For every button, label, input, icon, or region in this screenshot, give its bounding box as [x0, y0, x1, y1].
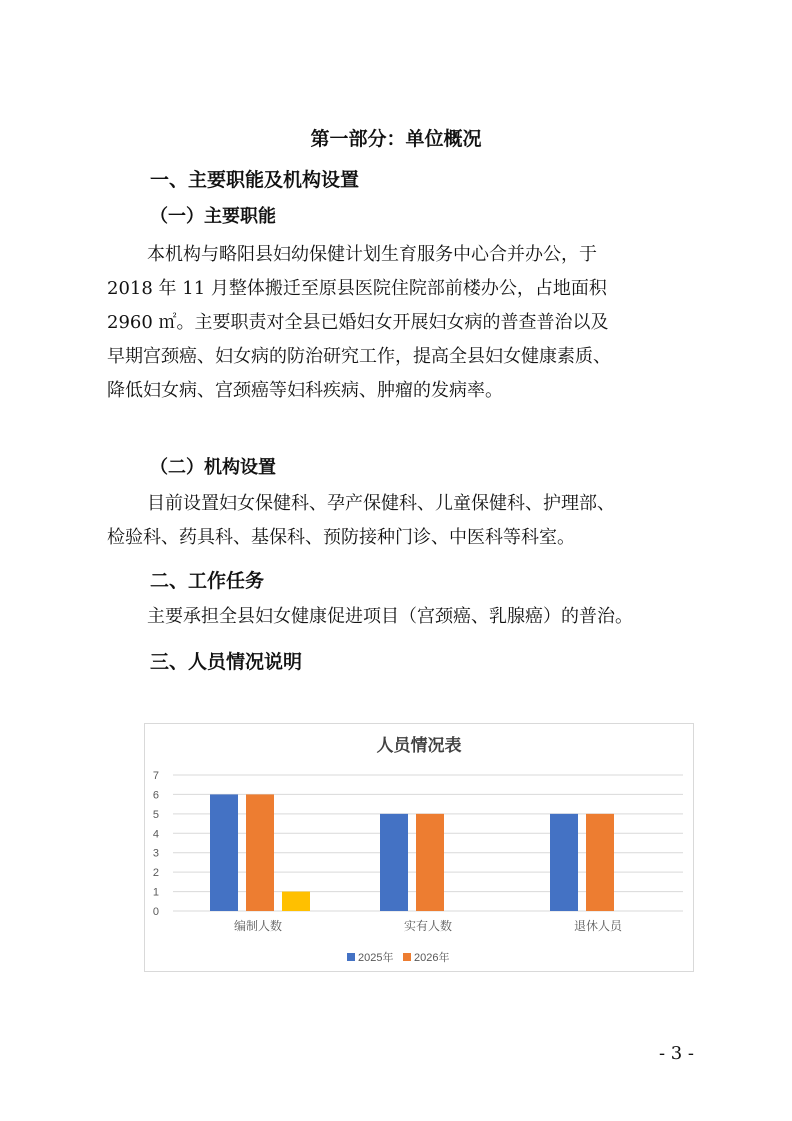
y-tick-label: 5: [152, 808, 159, 821]
paragraph-line: 早期宫颈癌、妇女病的防治研究工作，提高全县妇女健康素质、: [107, 346, 611, 367]
y-tick-label: 4: [152, 828, 159, 841]
personnel-chart: [144, 723, 694, 972]
y-tick-label: 2: [152, 867, 159, 880]
main-functions-paragraph: [107, 238, 693, 408]
personnel-bar-chart: [145, 724, 693, 971]
legend-swatch: [347, 953, 355, 961]
chart-title: 人员情况表: [376, 736, 462, 755]
paragraph-line: 目前设置妇女保健科、孕产保健科、儿童保健科、护理部、: [147, 493, 615, 514]
x-category-label: 退休人员: [573, 919, 623, 933]
legend-swatch: [403, 953, 411, 961]
legend-label: 2026年: [414, 952, 450, 964]
y-tick-label: 3: [152, 847, 159, 860]
y-tick-label: 1: [152, 886, 159, 899]
x-category-label: 实有人数: [403, 919, 453, 933]
y-tick-label: 0: [152, 906, 159, 918]
paragraph-line: 本机构与略阳县妇幼保健计划生育服务中心合并办公，于: [147, 244, 597, 265]
subsection-heading-main-functions: （一）主要职能: [150, 206, 276, 227]
bar: [282, 892, 310, 911]
paragraph-line: 2960 ㎡。主要职责对全县已婚妇女开展妇女病的普查普治以及: [107, 312, 609, 333]
bar: [380, 814, 408, 911]
section-heading-functions-and-structure: 一、主要职能及机构设置: [150, 169, 360, 191]
page-title: 第一部分：单位概况: [310, 128, 482, 150]
tasks-paragraph: [107, 600, 693, 634]
page-number: - 3 -: [658, 1043, 694, 1064]
section-heading-tasks: 二、工作任务: [150, 570, 265, 592]
bar: [416, 814, 444, 911]
y-tick-label: 6: [152, 789, 159, 802]
section-heading-personnel: 三、人员情况说明: [150, 651, 303, 673]
paragraph-line: 主要承担全县妇女健康促进项目（宫颈癌、乳腺癌）的普治。: [147, 606, 633, 627]
bar: [550, 814, 578, 911]
bar: [586, 814, 614, 911]
x-category-label: 编制人数: [233, 919, 283, 933]
subsection-heading-structure: （二）机构设置: [150, 457, 276, 478]
paragraph-line: 2018 年 11 月整体搬迁至原县医院住院部前楼办公，占地面积: [107, 278, 607, 299]
structure-paragraph: [107, 487, 693, 555]
paragraph-line: 降低妇女病、宫颈癌等妇科疾病、肿瘤的发病率。: [107, 380, 503, 401]
y-tick-label: 7: [152, 770, 159, 782]
bar: [246, 794, 274, 911]
bar: [210, 794, 238, 911]
legend-label: 2025年: [358, 952, 394, 964]
paragraph-line: 检验科、药具科、基保科、预防接种门诊、中医科等科室。: [107, 527, 575, 548]
